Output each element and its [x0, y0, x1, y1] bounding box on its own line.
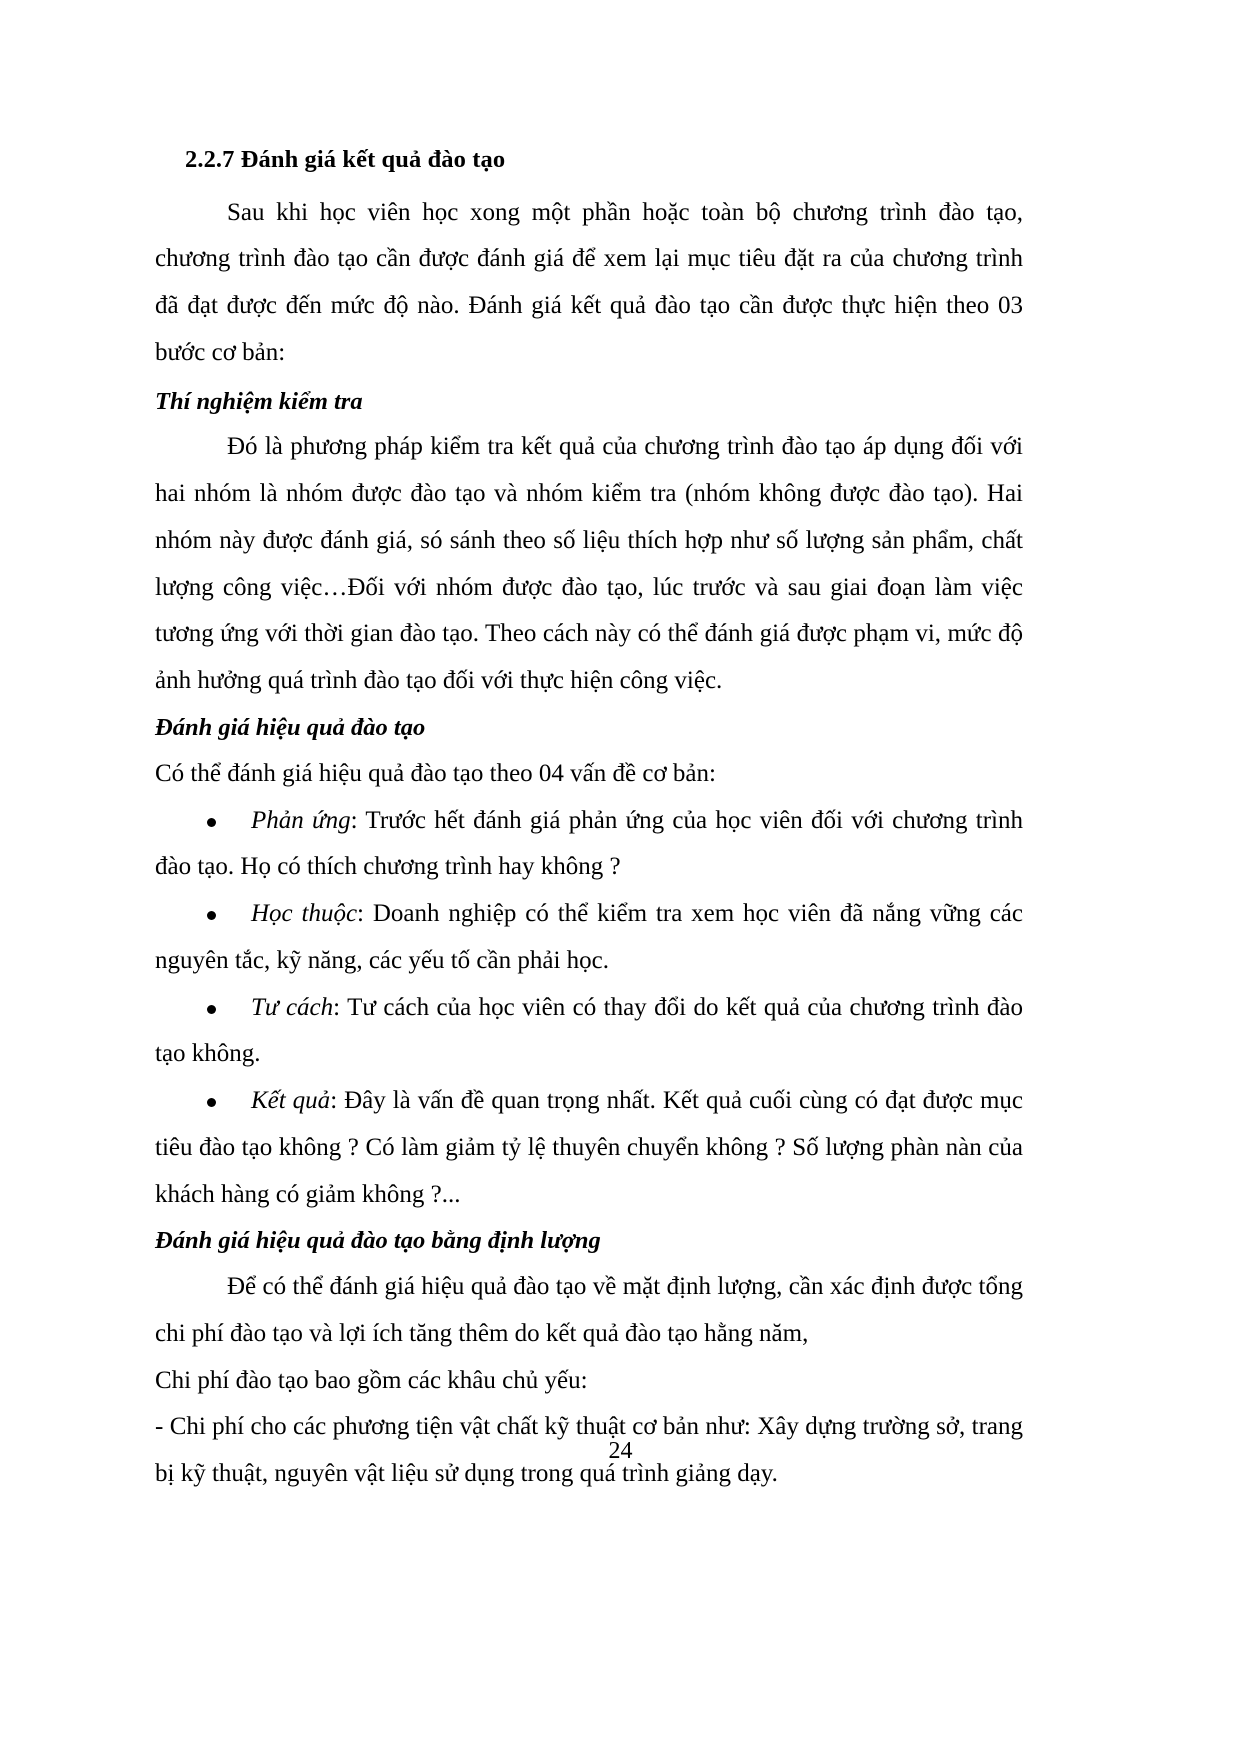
bullet-point-icon: [207, 891, 217, 901]
list-item-body: : Trước hết đánh giá phản ứng của học viên đối với chương trình đào tạo. Họ có thích chương trình hay không ?: [155, 806, 1023, 881]
list-item-body: : Đây là vấn đề quan trọng nhất. Kết quả cuối cùng có đạt được mục tiêu đào tạo không ? Có làm giảm tỷ lệ thuyên chuyển không ? Số lượng phàn nàn của khách hàng có giảm không ?...: [155, 1087, 1023, 1208]
page-number: 24: [608, 1438, 633, 1464]
bullet-point-icon: [207, 798, 217, 808]
list-item: [155, 1078, 1023, 1218]
quantitative-paragraph-2: Chi phí đào tạo bao gồm các khâu chủ yếu:: [155, 1366, 588, 1394]
list-item-text: [155, 891, 1023, 985]
list-item-text: [155, 1078, 1023, 1218]
intro-paragraph: Sau khi học viên học xong một phần hoặc toàn bộ chương trình đào tạo, chương trình đào tạo cần được đánh giá để xem lại mục tiêu đặt ra của chương trình đã đạt được đến mức độ nào. Đánh giá kết quả đào tạo cần được thực hiện theo 03 bước cơ bản:: [155, 198, 1023, 366]
experiment-paragraph: Đó là phương pháp kiểm tra kết quả của chương trình đào tạo áp dụng đối với hai nhóm là nhóm được đào tạo và nhóm kiểm tra (nhóm không được đào tạo). Hai nhóm này được đánh giá, só sánh theo số liệu thích hợp như số lượng sản phẩm, chất lượng công việc…Đối với nhóm được đào tạo, lúc trước và sau giai đoạn làm việc tương ứng với thời gian đào tạo. Theo cách này có thể đánh giá được phạm vi, mức độ ảnh hưởng quá trình đào tạo đối với thực hiện công việc.: [155, 433, 1023, 695]
list-item-body: : Doanh nghiệp có thể kiểm tra xem học viên đã nắng vững các nguyên tắc, kỹ năng, các yếu tố cần phải học.: [155, 900, 1023, 974]
list-item: [155, 985, 1023, 1079]
list-item-text: [155, 798, 1023, 892]
bullet-point-icon: [207, 985, 217, 995]
list-item: [155, 891, 1023, 985]
quantitative-paragraph-1: Để có thể đánh giá hiệu quả đào tạo về mặt định lượng, cần xác định được tổng chi phí đào tạo và lợi ích tăng thêm do kết quả đào tạo hằng năm,: [155, 1273, 1023, 1347]
effectiveness-bullet-list: [155, 798, 1023, 1219]
quantitative-paragraph-3: - Chi phí cho các phương tiện vật chất kỹ thuật cơ bản như: Xây dựng trường sở, trang bị kỹ thuật, nguyên vật liệu sử dụng trong quá trình giảng dạy.: [155, 1413, 1023, 1488]
list-item: [155, 798, 1023, 892]
page-content: [155, 145, 1023, 1498]
list-item-term: Kết quả: [251, 1087, 331, 1114]
list-item-term: Học thuộc: [251, 900, 358, 927]
page-title: 2.2.7 Đánh giá kết quả đào tạo: [185, 146, 506, 173]
effectiveness-lead-in: Có thể đánh giá hiệu quả đào tạo theo 04 vấn đề cơ bản:: [155, 759, 716, 787]
subheading-quantitative: Đánh giá hiệu quả đào tạo bằng định lượng: [155, 1227, 601, 1255]
list-item-text: [155, 985, 1023, 1079]
list-item-term: Phản ứng: [251, 806, 351, 834]
list-item-term: Tư cách: [251, 993, 334, 1021]
bullet-point-icon: [207, 1078, 217, 1088]
list-item-body: : Tư cách của học viên có thay đổi do kết quả của chương trình đào tạo không.: [155, 993, 1023, 1068]
subheading-effectiveness: Đánh giá hiệu quả đào tạo: [155, 713, 426, 741]
subheading-experiment: Thí nghiệm kiểm tra: [155, 387, 363, 415]
